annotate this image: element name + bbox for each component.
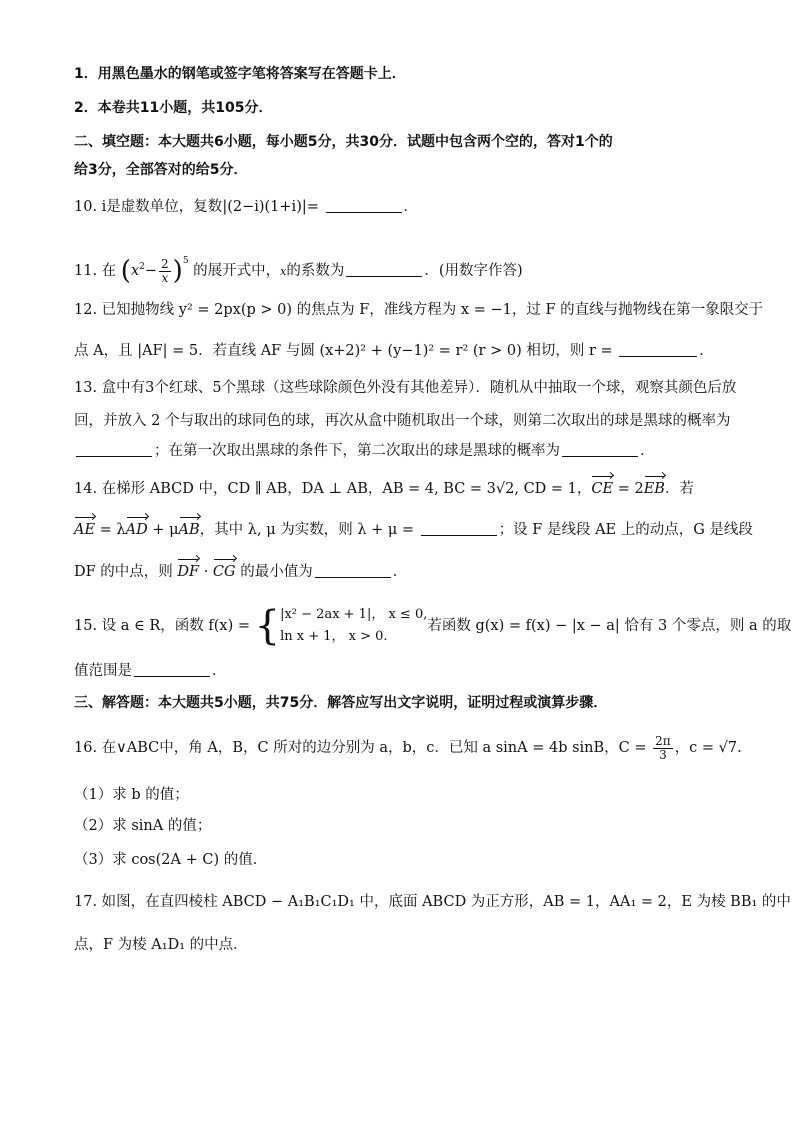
- var-x: x: [130, 263, 140, 279]
- question-text: 已知抛物线 y² = 2px(p > 0) 的焦点为 F，准线方程为 x = −1，过 F 的直线与抛物线在第一象限交于: [101, 302, 764, 318]
- question-text: 设 a ∈ R，函数 f(x) =: [101, 618, 255, 634]
- left-paren: (: [120, 256, 131, 286]
- section-2-heading-cont: 给3分，全部答对的给5分．: [74, 162, 248, 178]
- period: ．: [640, 443, 655, 459]
- question-number: 13.: [74, 380, 98, 396]
- question-text: ；设 F 是线段 AE 上的动点，G 是线段: [498, 522, 753, 538]
- equals-sign: = 2: [613, 481, 644, 497]
- question-12: [74, 300, 764, 320]
- question-14-cont: [74, 520, 753, 540]
- question-number: 14.: [74, 481, 98, 497]
- question-15: [74, 603, 792, 649]
- question-16-part-3: （3）求 cos(2A + C) 的值．: [74, 852, 268, 868]
- question-text: 的最小值为: [235, 564, 313, 580]
- left-brace: {: [254, 603, 281, 649]
- question-12-cont: [74, 341, 724, 361]
- question-text: ．(用数字作答): [424, 263, 523, 279]
- question-text: 盒中有3个红球、5个黑球（这些球除颜色外没有其他差异）．随机从中抽取一个球，观察其颜色后放: [101, 380, 737, 396]
- answer-blank: [346, 262, 422, 277]
- answer-blank: [562, 442, 638, 457]
- question-text: 值范围是: [74, 663, 132, 679]
- question-number: 12.: [74, 302, 98, 318]
- plus-sign: + μ: [147, 522, 179, 538]
- var-x: x: [280, 265, 287, 278]
- question-text: ，其中 λ, μ 为实数，则 λ + μ =: [199, 522, 419, 538]
- note-2: 2．本卷共11小题，共105分．: [74, 100, 273, 116]
- question-17-cont: 点，F 为棱 A₁D₁ 的中点．: [74, 937, 248, 953]
- question-text: 在∨ABC中，角 A，B，C 所对的边分别为 a，b，c．已知 a sinA = 4b sinB，C =: [101, 740, 652, 756]
- answer-blank: [134, 662, 210, 677]
- vector-ab: AB: [178, 522, 200, 538]
- answer-blank: [326, 198, 402, 213]
- question-text: ；在第一次取出黑球的条件下，第二次取出的球是黑球的概率为: [154, 443, 560, 459]
- case-1: |x² − 2ax + 1|， x ≤ 0,: [280, 607, 428, 622]
- period: ．: [212, 663, 227, 679]
- math-expression: |(2−i)(1+i)|: [222, 199, 307, 215]
- vector-df: DF: [177, 564, 200, 580]
- note-1: 1．用黑色墨水的钢笔或签字笔将答案写在答题卡上．: [74, 66, 406, 82]
- question-16: [74, 732, 742, 764]
- question-text: 若函数 g(x) = f(x) − |x − a| 恰有 3 个零点，则 a 的取: [427, 618, 792, 634]
- vector-ce: CE: [591, 481, 614, 497]
- vector-ae: AE: [74, 522, 96, 538]
- piecewise-cases: [280, 604, 427, 648]
- question-number: 16.: [74, 740, 98, 756]
- answer-blank: [421, 521, 497, 536]
- question-text: ，c = √7.: [674, 740, 742, 756]
- question-text: 如图，在直四棱柱 ABCD − A₁B₁C₁D₁ 中，底面 ABCD 为正方形，AB = 1，AA₁ = 2，E 为棱 BB₁ 的中: [101, 894, 791, 910]
- fraction: [159, 258, 171, 285]
- period: ．: [392, 564, 408, 580]
- denominator: 3: [659, 747, 667, 762]
- period: ．: [403, 199, 419, 215]
- vector-ad: AD: [125, 522, 148, 538]
- numerator: 2π: [655, 733, 671, 748]
- question-text: DF 的中点，则: [74, 564, 178, 580]
- question-number: 11.: [74, 263, 98, 279]
- question-14: [74, 479, 724, 499]
- question-number: 10.: [74, 199, 98, 215]
- denominator: x: [161, 270, 169, 285]
- answer-blank: [619, 342, 697, 357]
- question-10: [74, 197, 724, 217]
- numerator: 2: [161, 256, 169, 271]
- question-text: i是虚数单位，复数: [101, 199, 223, 215]
- question-text: 在: [101, 263, 117, 279]
- question-13-cont: 回，并放入 2 个与取出的球同色的球，再次从盒中随机取出一个球，则第二次取出的球是黑球的概率为: [74, 413, 731, 429]
- question-text: ．若: [664, 481, 694, 497]
- section-3-heading: 三、解答题：本大题共5小题，共75分．解答应写出文字说明，证明过程或演算步骤．: [74, 695, 608, 711]
- fraction: [653, 735, 673, 762]
- question-11: [74, 246, 724, 287]
- minus-sign: −: [144, 263, 158, 279]
- section-2-heading: 二、填空题：本大题共6小题，每小题5分，共30分．试题中包含两个空的，答对1个的: [74, 134, 613, 150]
- question-number: 15.: [74, 618, 98, 634]
- question-17: [74, 892, 791, 912]
- question-text: 在梯形 ABCD 中，CD ∥ AB，DA ⊥ AB，AB = 4, BC = 3√2, CD = 1，: [101, 481, 592, 497]
- exponent: 5: [182, 256, 189, 266]
- answer-blank: [315, 563, 391, 578]
- right-paren: ): [172, 256, 183, 286]
- vector-eb: EB: [643, 481, 665, 497]
- question-text: 的系数为: [286, 263, 345, 279]
- exponent: 2: [139, 262, 145, 273]
- equals-sign: =: [306, 199, 324, 215]
- question-13: [74, 378, 737, 398]
- question-14-cont-2: [74, 562, 724, 582]
- question-16-part-1: （1）求 b 的值；: [74, 787, 189, 803]
- vector-cg: CG: [212, 564, 236, 580]
- question-13-cont-2: [74, 441, 724, 461]
- period: ．: [699, 343, 714, 359]
- question-number: 17.: [74, 894, 98, 910]
- question-text: 的展开式中，: [193, 263, 281, 279]
- case-2: ln x + 1， x > 0.: [280, 629, 388, 644]
- dot-sign: ·: [199, 564, 213, 580]
- question-text: 点 A，且 |AF| = 5．若直线 AF 与圆 (x+2)² + (y−1)² = r² (r > 0) 相切，则 r =: [74, 343, 618, 359]
- equals-sign: = λ: [95, 522, 126, 538]
- question-16-part-2: （2）求 sinA 的值；: [74, 818, 212, 834]
- question-15-cont: [74, 661, 724, 681]
- answer-blank: [76, 442, 152, 457]
